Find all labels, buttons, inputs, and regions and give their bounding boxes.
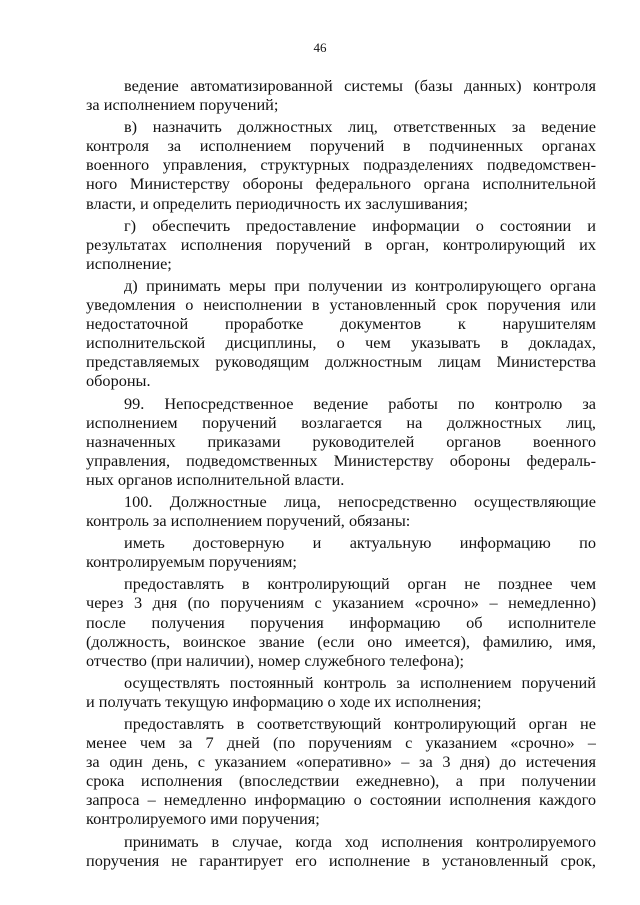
text-line: через 3 дня (по поручениям с указанием «срочно» – немедленно) xyxy=(86,593,596,613)
text-line: после получения поручения информацию об исполнителе xyxy=(86,612,596,632)
text-line: принимать в случае, когда ход исполнения контролируемого xyxy=(124,831,596,851)
text-line: уведомления о неисполнении в установленный срок поручения или xyxy=(86,295,596,315)
text-line: представляемых руководящим должностным лицам Министерства xyxy=(86,352,596,372)
text-line: власти, и определить периодичность их заслушивания; xyxy=(86,193,468,213)
text-line: г) обеспечить предоставление информации о состоянии и xyxy=(124,215,596,235)
text-line: контроль за исполнением поручений, обязаны: xyxy=(86,511,411,531)
paragraph xyxy=(86,832,596,870)
text-line: за исполнением поручений; xyxy=(86,95,279,115)
text-line: запроса – немедленно информацию о состоянии исполнения каждого xyxy=(86,790,596,810)
text-line: контролируемым поручениям; xyxy=(86,552,297,572)
paragraph xyxy=(86,533,596,571)
paragraph xyxy=(86,492,596,530)
text-line: ведение автоматизированной системы (базы данных) контроля xyxy=(124,76,596,95)
text-line: 99. Непосредственное ведение работы по контролю за xyxy=(124,393,596,413)
text-line: недостаточной проработке документов к нарушителям xyxy=(86,314,596,334)
text-line: контроля за исполнением поручений в подчиненных органах xyxy=(86,136,596,156)
text-line: в) назначить должностных лиц, ответственных за ведение xyxy=(124,117,596,137)
text-line: контролируемого ими поручения; xyxy=(86,809,320,829)
text-line: и получать текущую информацию о ходе их исполнения; xyxy=(86,691,482,711)
text-line: 100. Должностные лица, непосредственно осуществляющие xyxy=(124,491,596,511)
paragraph xyxy=(86,673,596,711)
paragraph xyxy=(86,394,596,489)
text-line: ного Министерству обороны федерального органа исполнительной xyxy=(86,174,596,194)
text-line: отчество (при наличии), номер служебного телефона); xyxy=(86,650,465,670)
text-line: назначенных приказами руководителей органов военного xyxy=(86,431,596,451)
paragraph xyxy=(86,714,596,829)
text-line: военного управления, структурных подразделениях подведомствен- xyxy=(86,155,596,175)
text-line: результатах исполнения поручений в орган, контролирующий их xyxy=(86,234,596,254)
text-line: исполнительской дисциплины, о чем указывать в докладах, xyxy=(86,333,596,353)
text-line: д) принимать меры при получении из контролирующего органа xyxy=(124,275,596,295)
text-line: поручения не гарантирует его исполнение в установленный срок, xyxy=(86,850,596,870)
paragraph xyxy=(86,76,596,114)
paragraph xyxy=(86,276,596,391)
text-line: менее чем за 7 дней (по поручениям с указанием «срочно» – xyxy=(86,733,596,753)
text-line: ных органов исполнительной власти. xyxy=(86,469,345,489)
paragraph xyxy=(86,216,596,273)
page-number: 46 xyxy=(313,40,327,55)
text-line: предоставлять в соответствующий контролирующий орган не xyxy=(124,714,596,733)
text-line: иметь достоверную и актуальную информацию по xyxy=(124,533,596,553)
text-line: исполнением поручений возлагается на должностных лиц, xyxy=(86,412,596,432)
paragraph xyxy=(86,117,596,212)
text-line: предоставлять в контролирующий орган не позднее чем xyxy=(124,574,596,594)
text-line: обороны. xyxy=(86,371,151,391)
text-line: управления, подведомственных Министерству обороны федераль- xyxy=(86,450,596,470)
document-body xyxy=(86,76,596,873)
text-line: (должность, воинское звание (если оно имеется), фамилию, имя, xyxy=(86,631,596,651)
text-line: срока исполнения (впоследствии ежедневно), а при получении xyxy=(86,771,596,791)
paragraph xyxy=(86,574,596,669)
text-line: осуществлять постоянный контроль за исполнением поручений xyxy=(124,672,596,692)
text-line: исполнение; xyxy=(86,253,172,273)
text-line: за один день, с указанием «оперативно» – за 3 дня) до истечения xyxy=(86,752,596,772)
